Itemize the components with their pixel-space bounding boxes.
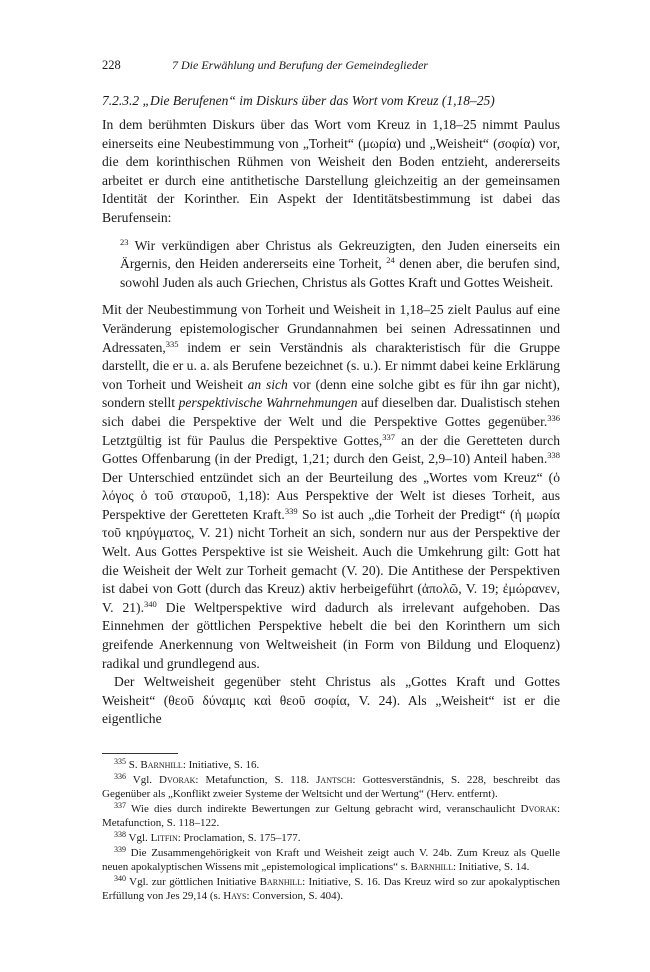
footnote-336 [102,773,560,802]
quote-text: denen aber, die berufen sind, sowohl Juden als auch Griechen, Christus als Gottes Kraft und Gottes Weisheit. [120,256,560,290]
author-name: Litfin [150,831,178,844]
book-page [102,58,560,904]
footnote-text: : Metafunction, S. 118. [195,773,317,786]
footnote-ref[interactable]: 339 [284,505,298,516]
footnote-number: 339 [114,844,126,854]
text-run: an der die Geretteten durch Gottes Offenbarung (in der Predigt, 1,21; durch den Geist, 2,9–10) Anteil haben. [102,432,561,467]
verse-number: 23 [120,236,129,247]
text-run: So ist auch „die Torheit der Predigt“ (ἡ μωρία τοῦ κηρύγματος, V. 21) nicht Torheit an sich, sondern nur aus der Perspektive der Welt. Aus Gottes Perspektive ist sie Weisheit. Auch die Umkehrung gilt: Gott hat die Weisheit der Welt zur Torheit gemacht (V. 20). Die Antithese der Perspektiven ist dabei von Gott (durch das Kreuz) aktiv herbeigeführt (ἀπολῶ, V. 19; ἐμώρανεν, V. 21). [102,506,560,615]
footnote-text: Die Zusammengehörigkeit von Kraft und Weisheit zeigt auch V. 24b. Zum Kreuz als Quelle neuen apokalyptischen Wissens mit „epistemological implications“ s. [102,846,560,874]
paragraph-intro: In dem berühmten Diskurs über das Wort vom Kreuz in 1,18–25 nimmt Paulus einerseits eine Neubestimmung von „Torheit“ (μωρία) und „Weisheit“ (σοφία) vor, die dem korinthischen Rühmen von Weisheit den Boden entzieht, andererseits arbeitet er durch eine antithetische Darstellung gleichzeitig an der gemeinsamen Identität der Korinther. Ein Aspekt der Identitätsbestimmung ist dabei das Berufensein: [102,117,560,225]
emphasis: an sich [247,376,288,392]
footnote-text: Vgl. [126,773,160,786]
text-run: Die Weltperspektive wird dadurch als irrelevant aufgehoben. Das Einnehmen der göttlichen Perspektive hebelt die bei den Korinthern um sich greifende Anerkennung von Weltweisheit (in Form von Bildung und Eloquenz) radikal und grundlegend aus. [102,599,560,671]
footnote-338 [102,831,560,846]
footnote-ref[interactable]: 335 [165,338,179,349]
emphasis: perspektivische Wahrnehmungen [178,395,358,411]
author-name: Barnhill [259,875,303,888]
footnote-number: 335 [114,757,126,766]
block-quote [120,237,560,293]
footnote-text: Vgl. [126,831,151,844]
section-heading: 7.2.3.2 „Die Berufenen“ im Diskurs über das Wort vom Kreuz (1,18–25) [102,93,495,108]
author-name: Barnhill [140,759,183,771]
text-run: indem er sein Verständnis als charakteristisch für die Gruppe darstellt, die er u. a. als Berufene bezeichnet (s. u.). Er nimmt dabei keine Erklärung von Torheit und Weisheit [102,339,560,392]
author-name: Jantsch [316,773,353,786]
footnote-text: : Metafunction, S. 118–122. [102,802,560,830]
footnote-text: : Gottesverständnis, S. 228, beschreibt das Gegenüber als „Konflikt zweier Systeme der Weltsicht und der Wertung“ (Herv. entfernt). [102,773,560,801]
page-number: 228 [102,58,121,72]
author-name: Hays [223,890,247,903]
text-run: Mit der Neubestimmung von Torheit und Weisheit in 1,18–25 zielt Paulus auf eine Veränderung epistemologischer Grundannahmen bei seinen Adressatinnen und Adressaten, [102,302,560,355]
footnote-number: 337 [114,800,126,810]
footnote-ref[interactable]: 340 [144,598,157,609]
footnote-text: : Proclamation, S. 175–177. [177,831,301,844]
verse-number: 24 [386,255,395,266]
text-run: auf dieselben dar. Dualistisch stehen sich dabei die Perspektive der Welt und die Perspektive Gottes gegenüber. [102,395,560,429]
footnote-text: S. [126,759,141,771]
footnote-ref[interactable]: 337 [382,431,396,442]
footnote-text: : Conversion, S. 404). [246,890,344,903]
running-title: 7 Die Erwählung und Berufung der Gemeindeglieder [172,58,428,72]
footnote-337 [102,802,560,831]
footnote-text: Vgl. zur göttlichen Initiative [126,875,260,888]
footnote-text: : Initiative, S. 14. [452,861,530,874]
footnote-number: 336 [114,771,126,781]
text-run: vor (denn eine solche gibt es für ihn gar nicht), sondern stellt [102,376,561,411]
paragraph-continued: Der Weltweisheit gegenüber steht Christus als „Gottes Kraft und Gottes Weisheit“ (θεοῦ δύναμις καὶ θεοῦ σοφία, V. 24). Als „Weisheit“ ist er die eigentliche [102,674,560,727]
footnote-335 [102,758,560,773]
author-name: Dvorak [520,802,557,815]
author-name: Barnhill [410,861,453,874]
footnote-340 [102,875,560,904]
footnote-divider [102,753,178,754]
footnote-ref[interactable]: 336 [547,412,560,423]
footnote-ref[interactable]: 338 [547,450,560,461]
footnote-text: : Initiative, S. 16. [182,759,260,771]
running-header [102,58,560,76]
footnote-number: 338 [114,829,126,839]
footnote-339 [102,846,560,875]
footnote-text: : Initiative, S. 16. Das Kreuz wird so zur apokalyptischen Erfüllung von Jes 29,14 (s. [102,875,560,903]
paragraph-main [102,301,560,673]
footnote-number: 340 [114,873,126,883]
text-run: Letztgültig ist für Paulus die Perspektive Gottes, [102,432,383,448]
footnote-text: Wie dies durch indirekte Bewertungen zur Geltung gebracht wird, veranschaulicht [126,802,521,815]
text-run: Der Unterschied entzündet sich an der Beurteilung des „Wortes vom Kreuz“ (ὁ λόγος ὁ τοῦ σταυροῦ, 1,18): Aus Perspektive der Welt ist dieses Torheit, aus Perspektive der Geretteten Kraft. [102,469,560,522]
author-name: Dvorak [159,773,196,786]
quote-text: Wir verkündigen aber Christus als Gekreuzigten, den Juden einerseits ein Ärgernis, den Heiden andererseits eine Torheit, [120,237,560,272]
